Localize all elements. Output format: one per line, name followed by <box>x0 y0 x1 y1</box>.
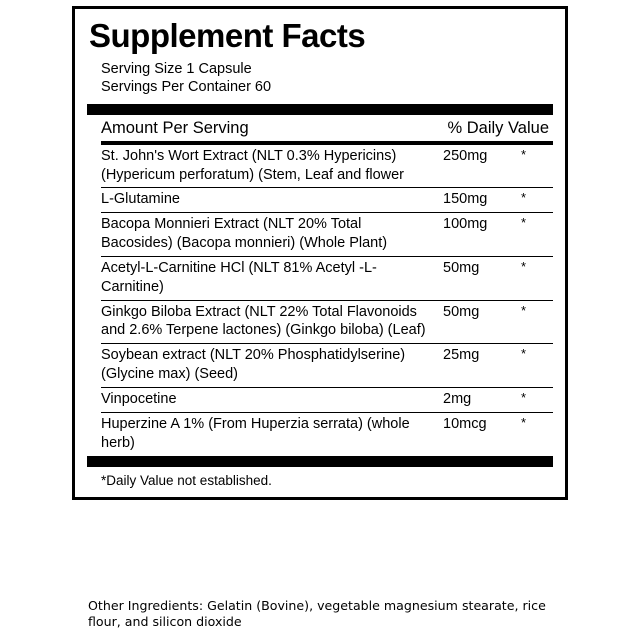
page-title: Supplement Facts <box>89 17 366 54</box>
table-row <box>101 213 553 257</box>
nutrient-name: Ginkgo Biloba Extract (NLT 22% Total Flavonoids and 2.6% Terpene lactones) (Ginkgo biloba) (Leaf) <box>101 303 426 339</box>
nutrient-daily-value: * <box>521 258 527 274</box>
nutrient-daily-value: * <box>521 302 527 318</box>
table-row <box>101 188 553 213</box>
nutrient-amount: 50mg <box>443 259 480 276</box>
nutrient-amount: 10mcg <box>443 415 487 432</box>
nutrient-daily-value: * <box>521 190 527 206</box>
table-row <box>101 301 553 345</box>
nutrient-name: Bacopa Monnieri Extract (NLT 20% Total Bacosides) (Bacopa monnieri) (Whole Plant) <box>101 216 388 252</box>
table-row <box>101 413 553 456</box>
divider-thick-top <box>87 104 553 115</box>
nutrient-name: St. John's Wort Extract (NLT 0.3% Hypericins) (Hypericum perforatum) (Stem, Leaf and flower <box>101 147 404 183</box>
supplement-facts-panel <box>72 6 568 500</box>
nutrient-amount: 50mg <box>443 303 480 320</box>
nutrient-amount: 100mg <box>443 216 488 233</box>
nutrient-amount: 2mg <box>443 391 472 408</box>
table-row <box>101 145 553 189</box>
daily-value-footnote: *Daily Value not established. <box>101 472 272 488</box>
nutrient-daily-value: * <box>521 215 527 231</box>
nutrient-amount: 150mg <box>443 191 488 208</box>
header-daily-value: % Daily Value <box>447 118 549 137</box>
other-ingredients-text: Other Ingredients: Gelatin (Bovine), vegetable magnesium stearate, rice flour, and silicon dioxide <box>88 598 546 629</box>
nutrient-table <box>101 145 553 456</box>
table-row <box>101 344 553 388</box>
nutrient-amount: 25mg <box>443 347 480 364</box>
header-amount-per-serving: Amount Per Serving <box>101 118 249 137</box>
serving-size-text: Serving Size 1 Capsule <box>101 60 252 77</box>
nutrient-daily-value: * <box>521 146 527 162</box>
nutrient-name: Huperzine A 1% (From Huperzia serrata) (whole herb) <box>101 415 410 451</box>
table-row <box>101 257 553 301</box>
servings-per-container-text: Servings Per Container 60 <box>101 79 272 96</box>
nutrient-name: Vinpocetine <box>101 391 177 408</box>
nutrient-name: L-Glutamine <box>101 191 180 208</box>
table-row <box>101 388 553 413</box>
nutrient-daily-value: * <box>521 346 527 362</box>
nutrient-name: Soybean extract (NLT 20% Phosphatidylserine) (Glycine max) (Seed) <box>101 347 406 383</box>
nutrient-amount: 250mg <box>443 147 488 164</box>
divider-thick-bottom <box>87 456 553 467</box>
nutrient-daily-value: * <box>521 414 527 430</box>
table-header-row <box>101 115 553 141</box>
nutrient-name: Acetyl-L-Carnitine HCl (NLT 81% Acetyl -L-Carnitine) <box>101 259 377 295</box>
nutrient-daily-value: * <box>521 390 527 406</box>
